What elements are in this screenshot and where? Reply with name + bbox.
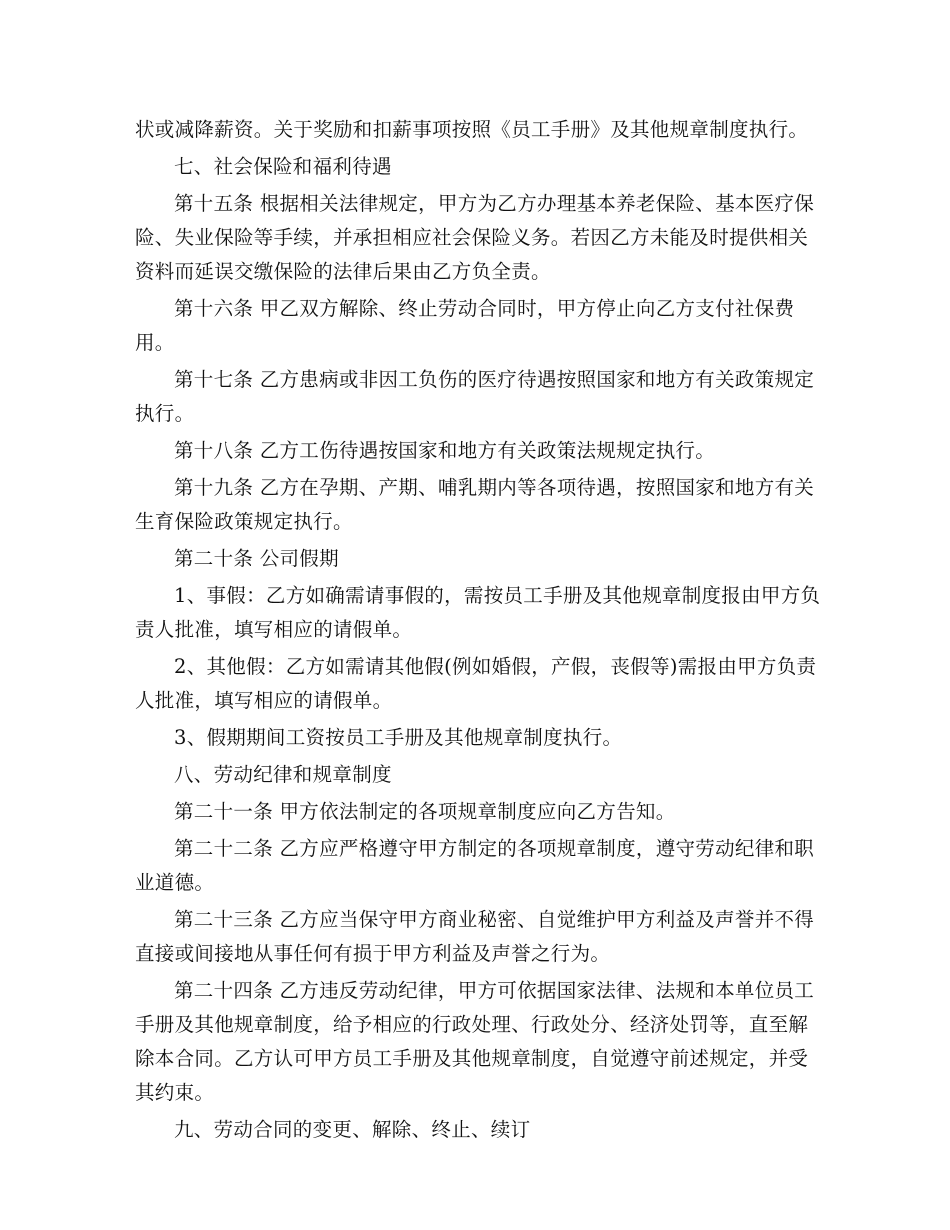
leave-item-personal: 1、事假：乙方如确需请事假的，需按员工手册及其他规章制度报由甲方负责人批准，填写相应的请假单。 <box>135 584 821 641</box>
article-19: 第十九条 乙方在孕期、产期、哺乳期内等各项待遇，按照国家和地方有关生育保险政策规定执行。 <box>135 476 815 533</box>
article-20: 第二十条 公司假期 <box>174 547 339 570</box>
section-heading-labor-discipline: 八、劳动纪律和规章制度 <box>174 763 392 786</box>
article-22: 第二十二条 乙方应严格遵守甲方制定的各项规章制度，遵守劳动纪律和职业道德。 <box>135 837 815 894</box>
leave-item-other: 2、其他假：乙方如需请其他假(例如婚假，产假，丧假等)需报由甲方负责人批准，填写相应的请假单。 <box>135 655 817 712</box>
section-heading-social-insurance: 七、社会保险和福利待遇 <box>174 155 392 178</box>
document-body <box>135 113 825 1150</box>
leave-item-wages: 3、假期期间工资按员工手册及其他规章制度执行。 <box>174 726 623 749</box>
article-17: 第十七条 乙方患病或非因工负伤的医疗待遇按照国家和地方有关政策规定执行。 <box>135 368 815 425</box>
paragraph-continuation: 状或减降薪资。关于奖励和扣薪事项按照《员工手册》及其他规章制度执行。 <box>135 118 809 141</box>
article-15: 第十五条 根据相关法律规定，甲方为乙方办理基本养老保险、基本医疗保险、失业保险等手续，并承担相应社会保险义务。若因乙方未能及时提供相关资料而延误交缴保险的法律后果由乙方负全责。 <box>135 192 815 283</box>
article-18: 第十八条 乙方工伤待遇按国家和地方有关政策法规规定执行。 <box>174 439 716 462</box>
article-24: 第二十四条 乙方违反劳动纪律，甲方可依据国家法律、法规和本单位员工手册及其他规章制度，给予相应的行政处理、行政处分、经济处罚等，直至解除本合同。乙方认可甲方员工手册及其他规章制度，自觉遵守前述规定，并受其约束。 <box>135 979 815 1104</box>
article-21: 第二十一条 甲方依法制定的各项规章制度应向乙方告知。 <box>174 800 676 823</box>
article-23: 第二十三条 乙方应当保守甲方商业秘密、自觉维护甲方利益及声誉并不得直接或间接地从事任何有损于甲方利益及声誉之行为。 <box>135 908 815 965</box>
article-16: 第十六条 甲乙双方解除、终止劳动合同时，甲方停止向乙方支付社保费用。 <box>135 297 795 354</box>
section-heading-contract-changes: 九、劳动合同的变更、解除、终止、续订 <box>174 1118 531 1141</box>
